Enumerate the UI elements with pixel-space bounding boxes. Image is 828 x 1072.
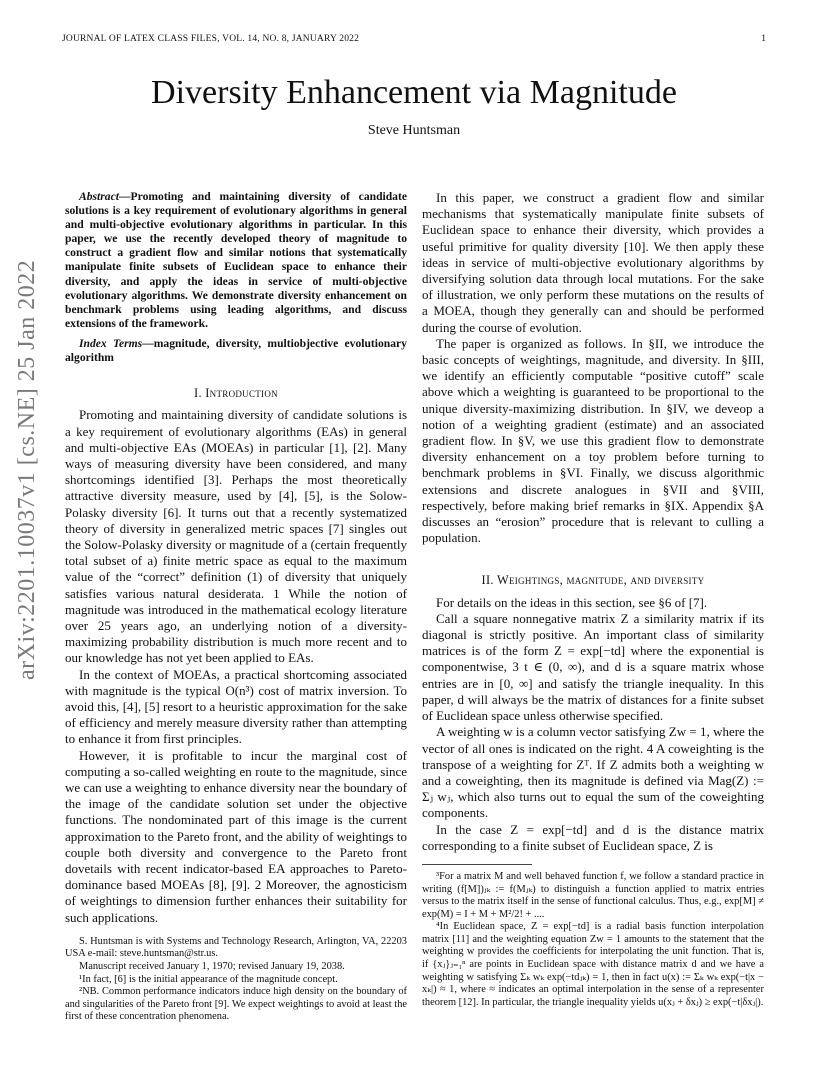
footnote-rule [422, 864, 532, 865]
index-terms-text: —magnitude, diversity, multiobjective evolutionary algorithm [65, 336, 407, 365]
footnote-received: Manuscript received January 1, 1970; revised January 19, 2038. [79, 961, 345, 973]
sec2-paragraph-4: In the case Z = exp[−td] and d is the distance matrix corresponding to a finite subset of Euclidean space, Z is [422, 821, 764, 853]
left-column [65, 190, 407, 1024]
paper-title: Diversity Enhancement via Magnitude [151, 74, 677, 111]
footnote-affiliation: S. Huntsman is with Systems and Technology Research, Arlington, VA, 22203 USA e-mail: steve.huntsman@str.us. [65, 935, 407, 960]
abstract-label: Abstract [79, 190, 119, 203]
footnote-1: ¹In fact, [6] is the initial appearance of the magnitude concept. [79, 973, 338, 985]
abstract-text: —Promoting and maintaining diversity of candidate solutions is a key requirement of evolutionary algorithms in general and multi-objective evolutionary algorithms in particular. In this paper, we use the recently developed theory of magnitude to construct a gradient flow and similar notions that systematically manipulate finite subsets of Euclidean space to enhance their diversity, and apply the ideas in service of multi-objective evolutionary algorithms. We demonstrate diversity enhancement on benchmark problems using leading algorithms, and discuss extensions of the framework. [65, 190, 407, 330]
intro-paragraph-1: Promoting and maintaining diversity of candidate solutions is a key requirement of evolutionary algorithms (EAs) in general and multi-objective EAs (MOEAs) in particular [1], [2]. Many ways of measuring diversity have been considered, and many shortcomings identified [3]. Perhaps the most theoretically attractive diversity measure, used by [4], [5], is the Solow-Polasky diversity [6]. It turns out that a recently systematized theory of diversity in generalized metric spaces [7] singles out the Solow-Polasky diversity or magnitude of a (certain frequently total subset of a) finite metric space as equal to the maximum value of the “correct” definition (1) of diversity that uniquely satisfies various natural desiderata. 1 While the notion of magnitude was introduced in the mathematical ecology literature over 25 years ago, an underlying notion of a diversity-maximizing probability distribution is much more recent and to our knowledge has not yet been applied to EAs. [65, 407, 407, 666]
footnote-3: ³For a matrix M and well behaved function f, we follow a standard practice in writing (f[M])ⱼₖ := f(Mⱼₖ) to distinguish a function applied to matrix entries versus to the matrix itself in the sense of functional calculus. Thus, e.g., exp[M] ≠ exp(M) = I + M + M²/2! + .... [422, 870, 764, 920]
footnote-4: ⁴In Euclidean space, Z = exp[−td] is a radial basis function interpolation matrix [11] and the weighting equation Zw = 1 amounts to the statement that the weighting w provides the coefficients for interpolating the unit function. That is, if {xⱼ}ⱼ₌₁ⁿ are points in Euclidean space with distance matrix d and we have a weighting w satisfying Σₖ wₖ exp(−tdⱼₖ) = 1, then in fact u(x) := Σₖ wₖ exp(−t|x − xₖ|) ≈ 1, where ≈ indicates an optimal interpolation in the sense of a representer theorem [12]. In particular, the triangle inequality yields u(xⱼ + δxⱼ) ≥ exp(−t|δxⱼ|). [422, 921, 764, 1008]
index-terms-label: Index Terms [79, 336, 143, 350]
footnote-2: ²NB. Common performance indicators induce high density on the boundary of and singularities of the Pareto front [9]. We expect weightings to avoid at least the first of these concentration phenomena. [65, 986, 407, 1023]
intro-paragraph-4: In this paper, we construct a gradient flow and similar mechanisms that systematically manipulate finite subsets of Euclidean space to enhance their diversity, which provides a useful primitive for quality diversity [10]. We then apply these ideas in service of multi-objective evolutionary algorithms by diversifying solution data through local mutations. For the sake of illustration, we only perform these mutations on the results of a MOEA, though they generally can and should be performed during the course of evolution. [422, 190, 764, 335]
paper-author: Steve Huntsman [367, 123, 461, 138]
abstract [65, 190, 407, 331]
sec2-paragraph-1: For details on the ideas in this section, see §6 of [7]. [436, 594, 708, 610]
sec2-paragraph-3: A weighting w is a column vector satisfying Zw = 1, where the vector of all ones is indicated on the right. 4 A coweighting is the transpose of a weighting for Zᵀ. If Z admits both a weighting w and a coweighting, then its magnitude is defined via Mag(Z) := Σⱼ wⱼ, which also turns out to equal the sum of the coweighting components. [422, 724, 764, 821]
arxiv-stamp: arXiv:2201.10037v1 [cs.NE] 25 Jan 2022 [14, 259, 40, 680]
intro-paragraph-5: The paper is organized as follows. In §II, we introduce the basic concepts of weightings, magnitude, and diversity. In §III, we identify an efficiently computable “positive cutoff” scale above which a weighting is guaranteed to be proportional to the unique diversity-maximizing distribution. In §IV, we deveop a notion of a weighting gradient (estimate) and an associated gradient flow. In §V, we use this gradient flow to demonstrate diversity enhancement on a toy problem before turning to benchmark problems in §VI. Finally, we discuss algorithmic extensions and discrete analogues in §VII and §VIII, respectively, before making brief remarks in §IX. Appendix §A discusses an “erosion” procedure that is relevant to culling a population. [422, 335, 764, 546]
running-header: JOURNAL OF LATEX CLASS FILES, VOL. 14, NO. 8, JANUARY 2022 [62, 34, 360, 44]
section-heading-introduction: I. Introduction [194, 386, 278, 401]
section-heading-weightings: II. Weightings, magnitude, and diversity [481, 573, 705, 588]
intro-paragraph-2: In the context of MOEAs, a practical shortcoming associated with magnitude is the typical O(n³) cost of matrix inversion. To avoid this, [4], [5] resort to a heuristic approximation for the sake of efficiency and merely measure diversity rather than attempting to enhance it from first principles. [65, 666, 407, 747]
sec2-paragraph-2: Call a square nonnegative matrix Z a similarity matrix if its diagonal is strictly positive. An important class of similarity matrices is of the form Z = exp[−td] where the exponential is componentwise, 3 t ∈ (0, ∞), and d is a square matrix whose entries are in [0, ∞] and satisfy the triangle inequality. In this paper, d will always be the matrix of distances for a finite subset of Euclidean space unless otherwise specified. [422, 610, 764, 724]
page-number: 1 [761, 34, 766, 44]
index-terms [65, 337, 407, 365]
intro-paragraph-3: However, it is profitable to incur the marginal cost of computing a so-called weighting en route to the magnitude, since we can use a weighting to enhance diversity near the boundary of the image of the candidate solution set under the objective functions. The nondominated part of this image is the current approximation to the Pareto front, and the ability of weightings to couple both diversity and convergence to the Pareto front dovetails with recent indicator-based EA approaches to Pareto-dominance based MOEAs [8], [9]. 2 Moreover, the agnosticism of weightings to dimension further enhances their suitability for such applications. [65, 747, 407, 925]
right-column [422, 190, 764, 1009]
